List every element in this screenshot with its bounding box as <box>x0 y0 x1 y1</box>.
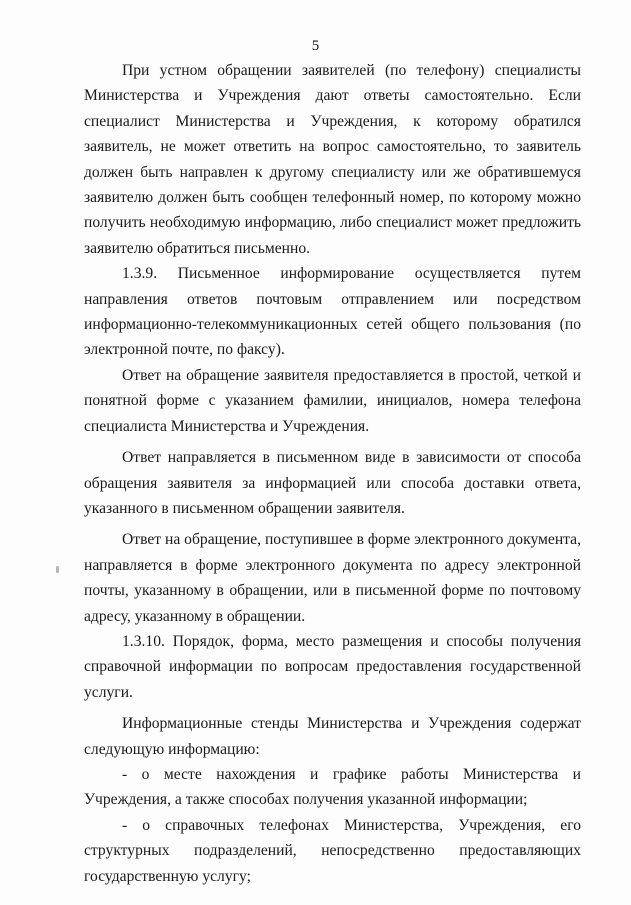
paragraph-reference-info: 1.3.10. Порядок, форма, место размещения и способы получения справочной информации по вопросам предоставления государственной услуги. <box>84 632 581 701</box>
document-body <box>84 58 581 889</box>
paragraph-written-informing: 1.3.9. Письменное информирование осуществляется путем направления ответов почтовым отправлением или посредством информационно-телекоммуникационных сетей общего пользования (по электронной почте, по факсу). <box>84 265 581 359</box>
paragraph-oral-inquiries: При устном обращении заявителей (по телефону) специалисты Министерства и Учреждения дают ответы самостоятельно. Если специалист Министерства и Учреждения, к которому обратился заявитель, не может ответить на вопрос самостоятельно, то заявитель должен быть направлен к другому специалисту или же обратившемуся заявителю должен быть сообщен телефонный номер, по которому можно получить необходимую информацию, либо специалист может предложить заявителю обратиться письменно. <box>84 62 581 257</box>
paragraph-electronic-answer: Ответ на обращение, поступившее в форме электронного документа, направляется в форме электронного документа по адресу электронной почты, указанному в обращении, или в письменной форме по почтовому адресу, указанному в обращении. <box>84 531 581 625</box>
paragraph-answer-form: Ответ на обращение заявителя предоставляется в простой, четкой и понятной форме с указанием фамилии, инициалов, номера телефона специалиста Министерства и Учреждения. <box>84 366 581 435</box>
paragraph-info-stands: Информационные стенды Министерства и Учреждения содержат следующую информацию: <box>84 715 581 758</box>
list-item-location-schedule: - о месте нахождения и графике работы Министерства и Учреждения, а также способах получения указанной информации; <box>84 765 581 809</box>
scan-artifact <box>56 566 59 573</box>
list-item-reference-phones: - о справочных телефонах Министерства, Учреждения, его структурных подразделений, непосредственно предоставляющих государственную услугу; <box>84 816 581 885</box>
page-number: 5 <box>311 38 320 54</box>
paragraph-answer-sending: Ответ направляется в письменном виде в зависимости от способа обращения заявителя за информацией или способа доставки ответа, указанного в письменном обращении заявителя. <box>84 449 581 517</box>
